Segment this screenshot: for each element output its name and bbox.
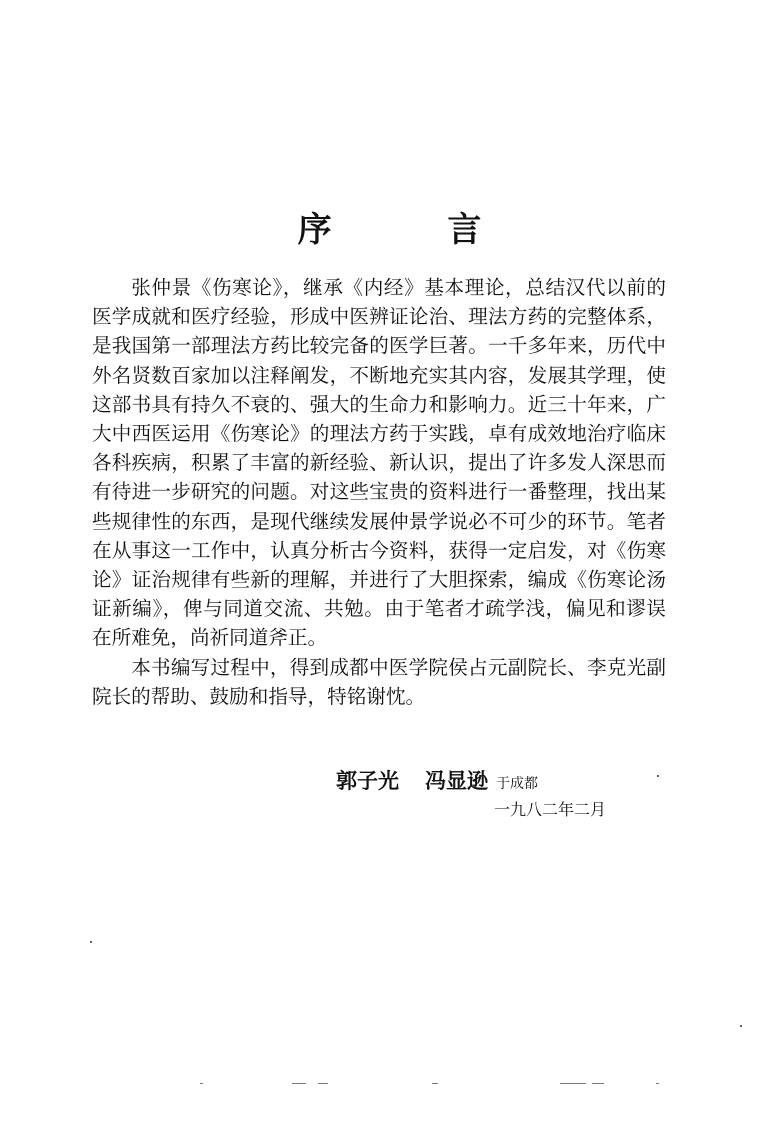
signature-date: 一九八二年二月 <box>494 800 607 819</box>
preface-paragraph-2: 本书编写过程中，得到成都中医学院侯占元副院长、李克光副院长的帮助、鼓励和指导，特铭谢忱。 <box>92 655 666 708</box>
preface-paragraph-1: 张仲景《伤寒论》，继承《内经》基本理论，总结汉代以前的医学成就和医疗经验，形成中医辨证论治、理法方药的完整体系，是我国第一部理法方药比较完备的医学巨著。一千多年来，历代中外名贤数百家加以注释阐发，不断地充实其内容，发展其学理，使这部书具有持久不衰的、强大的生命力和影响力。近三十年来，广大中西医运用《伤寒论》的理法方药于实践，卓有成效地治疗临床各科疾病，积累了丰富的新经验、新认识，提出了许多发人深思而有待进一步研究的问题。对这些宝贵的资料进行一番整理，找出某些规律性的东西，是现代继续发展仲景学说必不可少的环节。笔者在从事这一工作中，认真分析古今资料，获得一定启发，对《伤寒论》证治规律有些新的理解，并进行了大胆探索，编成《伤寒论汤证新编》，俾与同道交流、共勉。由于笔者才疏学浅，偏见和谬误在所难免，尚祈同道斧正。 <box>92 276 666 650</box>
scan-artifact-row <box>200 1083 660 1087</box>
scan-speck <box>90 941 92 943</box>
signature <box>336 766 538 799</box>
signature-author-1: 郭子光 <box>336 768 399 793</box>
scan-speck <box>740 1025 742 1027</box>
signature-location: 于成都 <box>496 776 538 792</box>
scan-speck <box>657 775 659 777</box>
page-title: 序 言 <box>297 210 534 250</box>
preface-body <box>92 273 666 711</box>
signature-author-2: 冯显逊 <box>425 768 488 793</box>
